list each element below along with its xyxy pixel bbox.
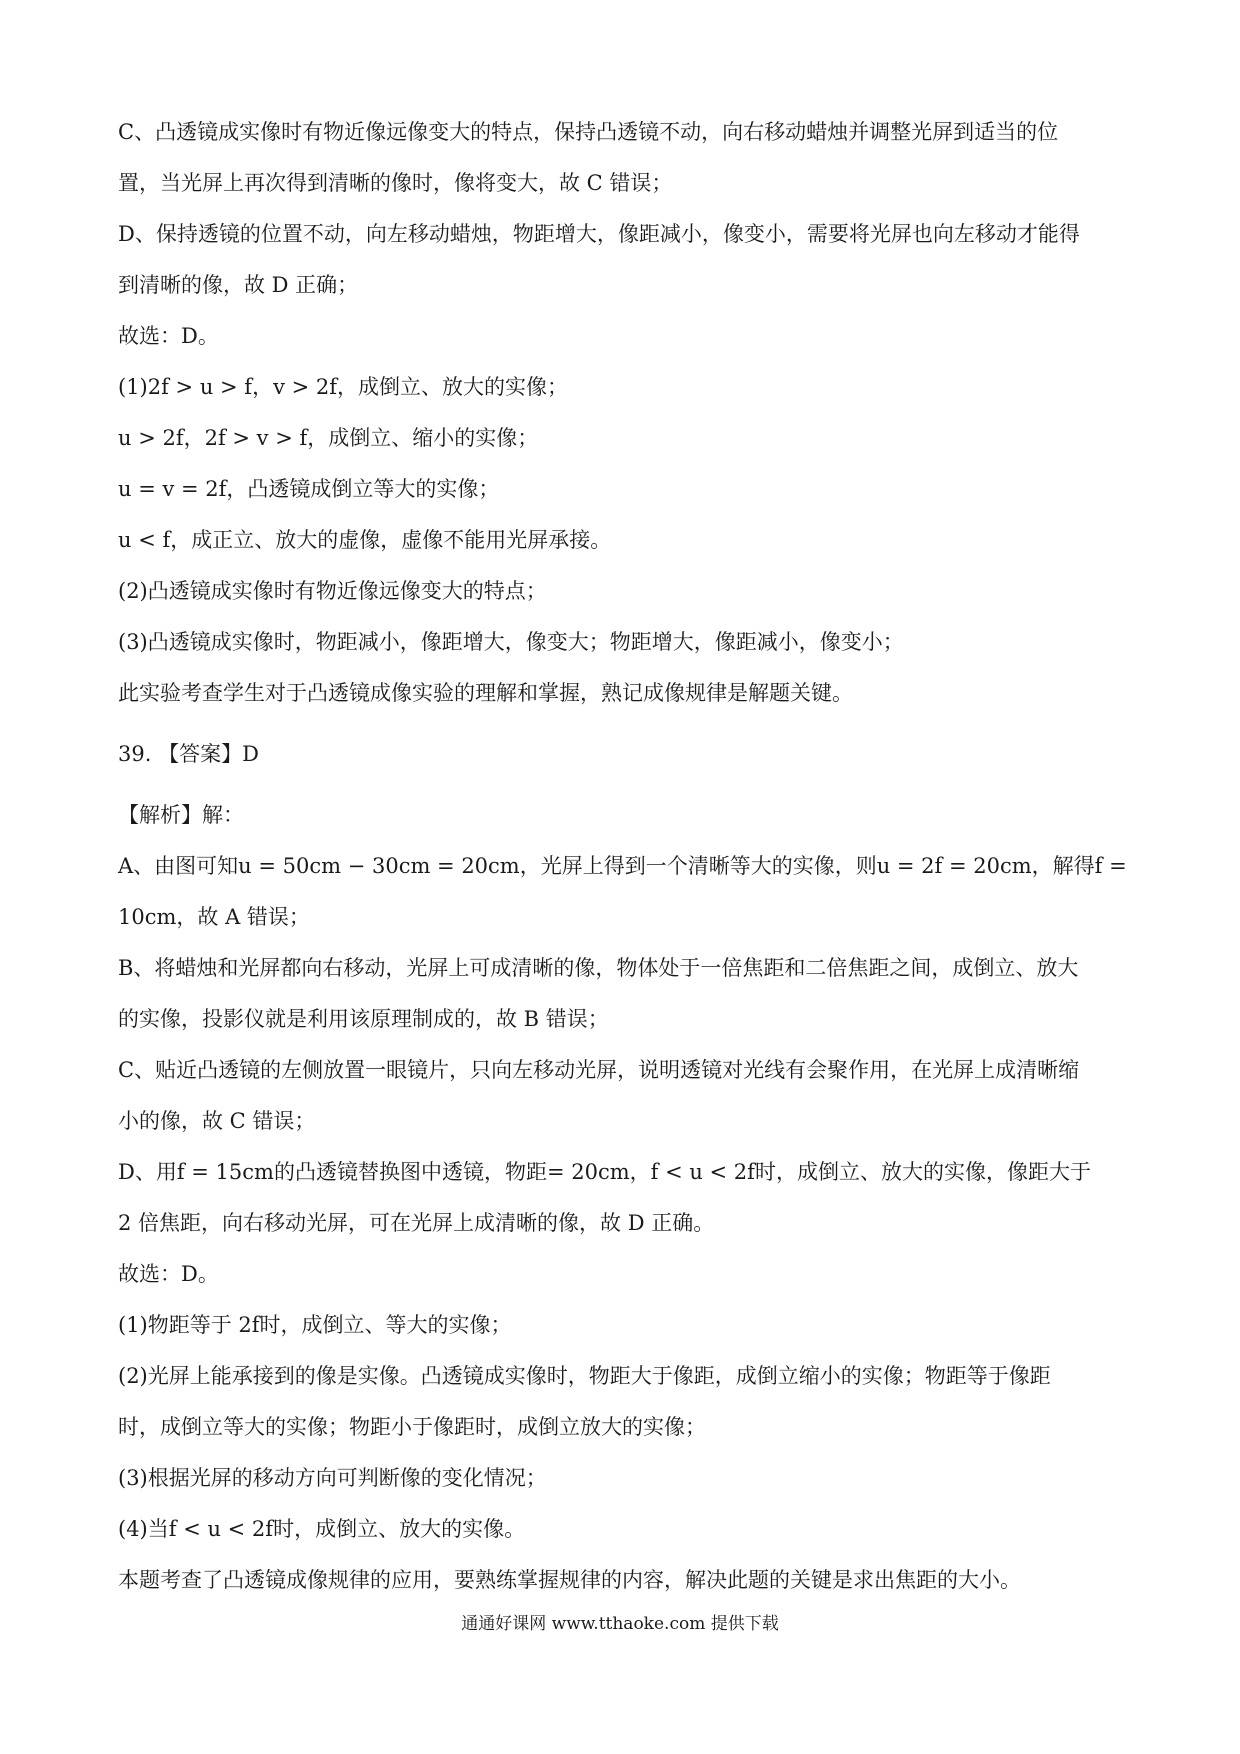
text-line: 到清晰的像，故 D 正确； [118, 273, 359, 297]
text-line: (3)根据光屏的移动方向可判断像的变化情况； [118, 1466, 547, 1490]
page-footer: 通通好课网 www.tthaoke.com 提供下载 [461, 1614, 779, 1634]
text-line: (1)物距等于 2f时，成倒立、等大的实像； [118, 1313, 512, 1337]
text-line: C、凸透镜成实像时有物近像远像变大的特点，保持凸透镜不动，向右移动蜡烛并调整光屏到适当的位 [118, 120, 1059, 144]
text-line: (1)2f > u > f，v > 2f，成倒立、放大的实像； [118, 375, 569, 399]
text-line: u > 2f，2f > v > f，成倒立、缩小的实像； [118, 426, 539, 450]
document-body [118, 118, 1128, 1594]
text-line: 10cm，故 A 错误； [118, 905, 310, 929]
answer-line: 39. 【答案】D [118, 742, 259, 766]
text-line: 小的像，故 C 错误； [118, 1109, 316, 1133]
text-line: (3)凸透镜成实像时，物距减小，像距增大，像变大；物距增大，像距减小，像变小； [118, 630, 904, 654]
text-line: 此实验考查学生对于凸透镜成像实验的理解和掌握，熟记成像规律是解题关键。 [118, 681, 853, 705]
text-line: C、贴近凸透镜的左侧放置一眼镜片，只向左移动光屏，说明透镜对光线有会聚作用，在光屏上成清晰缩 [118, 1058, 1080, 1082]
text-line: (4)当f < u < 2f时，成倒立、放大的实像。 [118, 1517, 526, 1541]
text-line: 本题考查了凸透镜成像规律的应用，要熟练掌握规律的内容，解决此题的关键是求出焦距的大小。 [118, 1568, 1021, 1592]
text-line: 故选：D。 [118, 1262, 219, 1286]
text-line: 的实像，投影仪就是利用该原理制成的，故 B 错误； [118, 1007, 609, 1031]
text-line: A、由图可知u = 50cm − 30cm = 20cm，光屏上得到一个清晰等大的实像，则u = 2f = 20cm，解得f = [118, 854, 1127, 878]
text-line: D、保持透镜的位置不动，向左移动蜡烛，物距增大，像距减小，像变小，需要将光屏也向左移动才能得 [118, 222, 1080, 246]
text-line: (2)光屏上能承接到的像是实像。凸透镜成实像时，物距大于像距，成倒立缩小的实像；物距等于像距 [118, 1364, 1051, 1388]
text-line: u = v = 2f，凸透镜成倒立等大的实像； [118, 477, 500, 501]
analysis-header: 【解析】解： [118, 803, 244, 827]
text-line: 2 倍焦距，向右移动光屏，可在光屏上成清晰的像，故 D 正确。 [118, 1211, 715, 1235]
text-line: (2)凸透镜成实像时有物近像远像变大的特点； [118, 579, 547, 603]
text-line: 置，当光屏上再次得到清晰的像时，像将变大，故 C 错误； [118, 171, 673, 195]
text-line: 时，成倒立等大的实像；物距小于像距时，成倒立放大的实像； [118, 1415, 706, 1439]
text-line: u < f，成正立、放大的虚像，虚像不能用光屏承接。 [118, 528, 612, 552]
text-line: 故选：D。 [118, 324, 219, 348]
text-line: B、将蜡烛和光屏都向右移动，光屏上可成清晰的像，物体处于一倍焦距和二倍焦距之间，成倒立、放大 [118, 956, 1079, 980]
text-line: D、用f = 15cm的凸透镜替换图中透镜，物距= 20cm，f < u < 2f时，成倒立、放大的实像，像距大于 [118, 1160, 1091, 1184]
